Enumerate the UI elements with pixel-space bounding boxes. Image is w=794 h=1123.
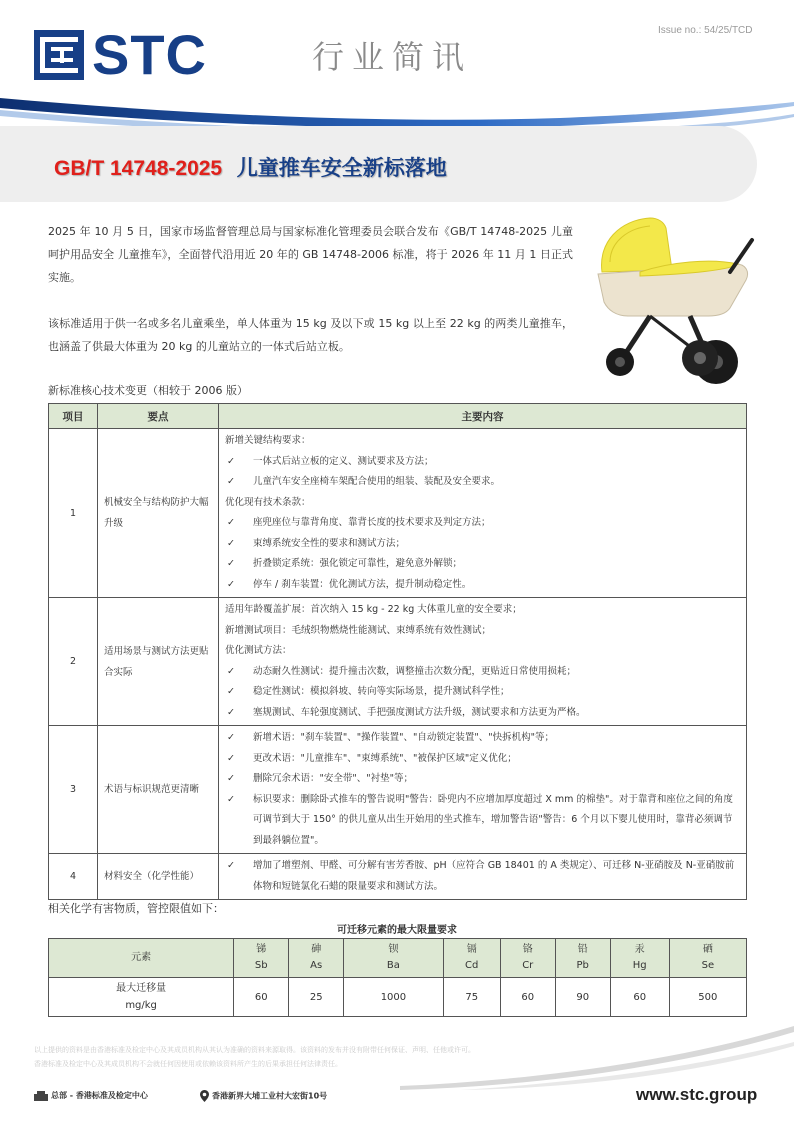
element-cell <box>669 939 746 978</box>
element-chinese-name: 锑 <box>256 944 267 955</box>
location-pin-icon <box>200 1090 209 1102</box>
content-text: 优化测试方法： <box>225 645 292 656</box>
row-number: 1 <box>49 429 98 598</box>
table-header-row <box>49 404 747 429</box>
check-icon: ✓ <box>227 517 235 528</box>
check-icon: ✓ <box>227 537 235 549</box>
standard-code: GB/T 14748-2025 <box>54 157 223 180</box>
content-heading <box>225 493 740 514</box>
checklist-item <box>225 856 740 897</box>
limit-value: 60 <box>234 978 289 1017</box>
check-icon: ✓ <box>227 752 235 764</box>
row-key-point: 术语与标识规范更清晰 <box>98 726 219 854</box>
content-text: 塞规测试、车轮强度测试、手把强度测试方法升级，测试要求和方法更为严格。 <box>253 706 586 718</box>
row-main-content <box>219 854 747 900</box>
check-icon: ✓ <box>227 773 235 784</box>
content-heading <box>225 431 740 452</box>
content-text: 适用年龄覆盖扩展：首次纳入 15 kg - 22 kg 大体重儿童的安全要求； <box>225 604 522 615</box>
row-key-point: 材料安全（化学性能） <box>98 854 219 900</box>
element-chinese-name: 镉 <box>466 944 477 955</box>
check-icon: ✓ <box>227 476 235 487</box>
footer-headquarters <box>34 1090 148 1101</box>
content-text: 新增术语："刹车装置"、"操作装置"、"自动锁定装置"、"快拆机构"等； <box>253 732 554 743</box>
element-cell <box>500 939 555 978</box>
content-heading <box>225 621 740 642</box>
table-row <box>49 429 747 598</box>
element-symbol: Cr <box>522 960 534 971</box>
content-heading <box>225 600 740 621</box>
element-cell <box>555 939 610 978</box>
content-text: 更改术语："儿童推车"、"束缚系统"、"被保护区域"定义优化； <box>253 752 517 764</box>
element-symbol: As <box>310 960 323 971</box>
table-row <box>49 726 747 854</box>
element-symbol: Se <box>701 960 715 971</box>
chem-intro: 相关化学有害物质，管控限值如下： <box>48 902 224 915</box>
logo-wordmark: STC <box>92 23 207 86</box>
content-text: 动态耐久性测试：提升撞击次数，调整撞击次数分配，更贴近日常使用损耗； <box>253 665 577 677</box>
table-row <box>49 854 747 900</box>
check-icon: ✓ <box>227 706 235 718</box>
element-chinese-name: 砷 <box>311 944 322 955</box>
element-cell <box>234 939 289 978</box>
element-symbol: Hg <box>632 960 647 971</box>
check-icon: ✓ <box>227 732 235 743</box>
checklist-item <box>225 790 740 852</box>
content-text: 增加了增塑剂、甲醛、可分解有害芳香胺、pH（应符合 GB 18401 的 A 类规定）、可迁移 N-亚硝胺及 N-亚硝胺前体物和短链氯化石蜡的限量要求和测试方法。 <box>253 860 735 892</box>
element-symbol: Ba <box>386 960 400 971</box>
check-icon: ✓ <box>227 686 235 697</box>
element-row <box>49 939 747 978</box>
check-icon: ✓ <box>227 665 235 677</box>
element-cell <box>289 939 344 978</box>
element-cell <box>610 939 669 978</box>
limit-value: 60 <box>500 978 555 1017</box>
row-number: 3 <box>49 726 98 854</box>
row-main-content <box>219 429 747 598</box>
stroller-image <box>580 212 760 392</box>
chem-table-title: 可迁移元素的最大限量要求 <box>337 925 457 936</box>
footer-address <box>200 1090 327 1102</box>
check-icon: ✓ <box>227 793 235 805</box>
element-chinese-name: 汞 <box>634 944 645 955</box>
content-text: 新增测试项目：毛绒织物燃烧性能测试、束缚系统有效性测试； <box>225 624 492 636</box>
checklist-item <box>225 749 740 770</box>
footer-swoosh-decoration <box>400 1020 794 1090</box>
limit-value: 1000 <box>344 978 443 1017</box>
content-text: 删除冗余术语："安全带"、"衬垫"等； <box>253 773 413 784</box>
limit-value: 60 <box>610 978 669 1017</box>
stc-logo-mark <box>34 30 84 80</box>
limit-value: 500 <box>669 978 746 1017</box>
limit-value: 25 <box>289 978 344 1017</box>
website-link[interactable]: www.stc.group <box>636 1085 758 1104</box>
hq-text: 总部 - 香港标准及检定中心 <box>51 1091 148 1100</box>
row-label-element: 元素 <box>49 939 234 978</box>
disclaimer-line-2: 香港标准及检定中心及其成员机构不会就任何因使用或依赖该资料所产生的后果承担任何法律责任。 <box>34 1060 342 1068</box>
scope-paragraph: 该标准适用于供一名或多名儿童乘坐，单人体重为 15 kg 及以下或 15 kg 以上至 22 kg 的两类儿童推车，也涵盖了供最大体重为 20 kg 的儿童站立的一体式后站立板。 <box>48 317 573 353</box>
check-icon: ✓ <box>227 860 235 871</box>
checklist-item <box>225 703 740 724</box>
content-text: 座兜座位与靠背角度、靠背长度的技术要求及判定方法； <box>253 517 491 528</box>
checklist-item <box>225 513 740 534</box>
check-icon: ✓ <box>227 558 235 569</box>
row-key-point: 机械安全与结构防护大幅升级 <box>98 429 219 598</box>
row-label-limit <box>49 978 234 1017</box>
element-chinese-name: 钡 <box>388 944 399 955</box>
limit-unit: mg/kg <box>125 1000 157 1011</box>
intro-paragraph: 2025 年 10 月 5 日，国家市场监督管理总局与国家标准化管理委员会联合发布《GB/T 14748-2025 儿童呵护用品安全 儿童推车》，全面替代沿用近 20 年的 GB 14748-2006 标准，将于 2026 年 11 月 1 日正式实施。 <box>48 225 573 284</box>
checklist-item <box>225 534 740 555</box>
content-text: 束缚系统安全性的要求和测试方法； <box>253 537 406 549</box>
column-header-main-content: 主要内容 <box>219 404 747 429</box>
element-symbol: Cd <box>465 960 479 971</box>
checklist-item <box>225 769 740 790</box>
row-key-point: 适用场景与测试方法更贴合实际 <box>98 598 219 726</box>
technical-changes-table <box>48 403 747 900</box>
checklist-item <box>225 682 740 703</box>
checklist-item <box>225 472 740 493</box>
row-main-content <box>219 598 747 726</box>
element-symbol: Sb <box>254 960 268 971</box>
element-chinese-name: 铬 <box>522 944 533 955</box>
row-number: 4 <box>49 854 98 900</box>
content-heading <box>225 641 740 662</box>
table1-caption: 新标准核心技术变更（相较于 2006 版） <box>48 384 248 397</box>
content-text: 一体式后站立板的定义、测试要求及方法； <box>253 455 434 467</box>
limit-value: 75 <box>443 978 500 1017</box>
content-text: 停车 / 刹车装置：优化测试方法，提升制动稳定性。 <box>253 578 472 590</box>
row-number: 2 <box>49 598 98 726</box>
element-symbol: Pb <box>576 960 589 971</box>
column-header-key-point: 要点 <box>98 404 219 429</box>
checklist-item <box>225 575 740 596</box>
document-title <box>54 152 447 182</box>
checklist-item <box>225 728 740 749</box>
checklist-item <box>225 662 740 683</box>
checklist-item <box>225 452 740 473</box>
address-text: 香港新界大埔工业村大宏街10号 <box>212 1091 328 1101</box>
newsletter-title: 行业简讯 <box>312 38 473 76</box>
title-text: 儿童推车安全新标落地 <box>236 156 447 180</box>
building-icon <box>34 1091 48 1101</box>
column-header-item: 项目 <box>49 404 98 429</box>
checklist-item <box>225 554 740 575</box>
element-chinese-name: 硒 <box>702 944 713 955</box>
limit-row <box>49 978 747 1017</box>
issue-number: Issue no.: 54/25/TCD <box>658 25 753 36</box>
element-cell <box>443 939 500 978</box>
content-text: 优化现有技术条款： <box>225 496 311 508</box>
check-icon: ✓ <box>227 578 235 590</box>
check-icon: ✓ <box>227 455 235 467</box>
element-cell <box>344 939 443 978</box>
limit-label: 最大迁移量 <box>116 983 167 994</box>
table-row <box>49 598 747 726</box>
content-text: 标识要求：删除卧式推车的警告说明"警告：卧兜内不应增加厚度超过 X mm 的棉垫"。对于靠背和座位之间的角度可调节到大于 150° 的供儿童从出生开始用的坐式推车，增加警告语"警告：6 个月以下婴儿使用时，靠背必须调节到最斜躺位置"。 <box>253 793 733 846</box>
content-text: 折叠锁定系统：强化锁定可靠性，避免意外解锁； <box>253 558 463 569</box>
content-text: 儿童汽车安全座椅车架配合使用的组装、装配及安全要求。 <box>253 476 501 487</box>
row-main-content <box>219 726 747 854</box>
content-text: 稳定性测试：模拟斜坡、转向等实际场景，提升测试科学性； <box>253 686 510 697</box>
chem-limits-table <box>48 938 747 1017</box>
disclaimer-line-1: 以上提供的资料是由香港标准及检定中心及其成员机构从其认为准确的资料来源取得。该资料的发布并没有附带任何保证、声明、任他或许可。 <box>34 1046 475 1054</box>
content-text: 新增关键结构要求： <box>225 435 311 446</box>
limit-value: 90 <box>555 978 610 1017</box>
element-chinese-name: 铅 <box>577 944 588 955</box>
